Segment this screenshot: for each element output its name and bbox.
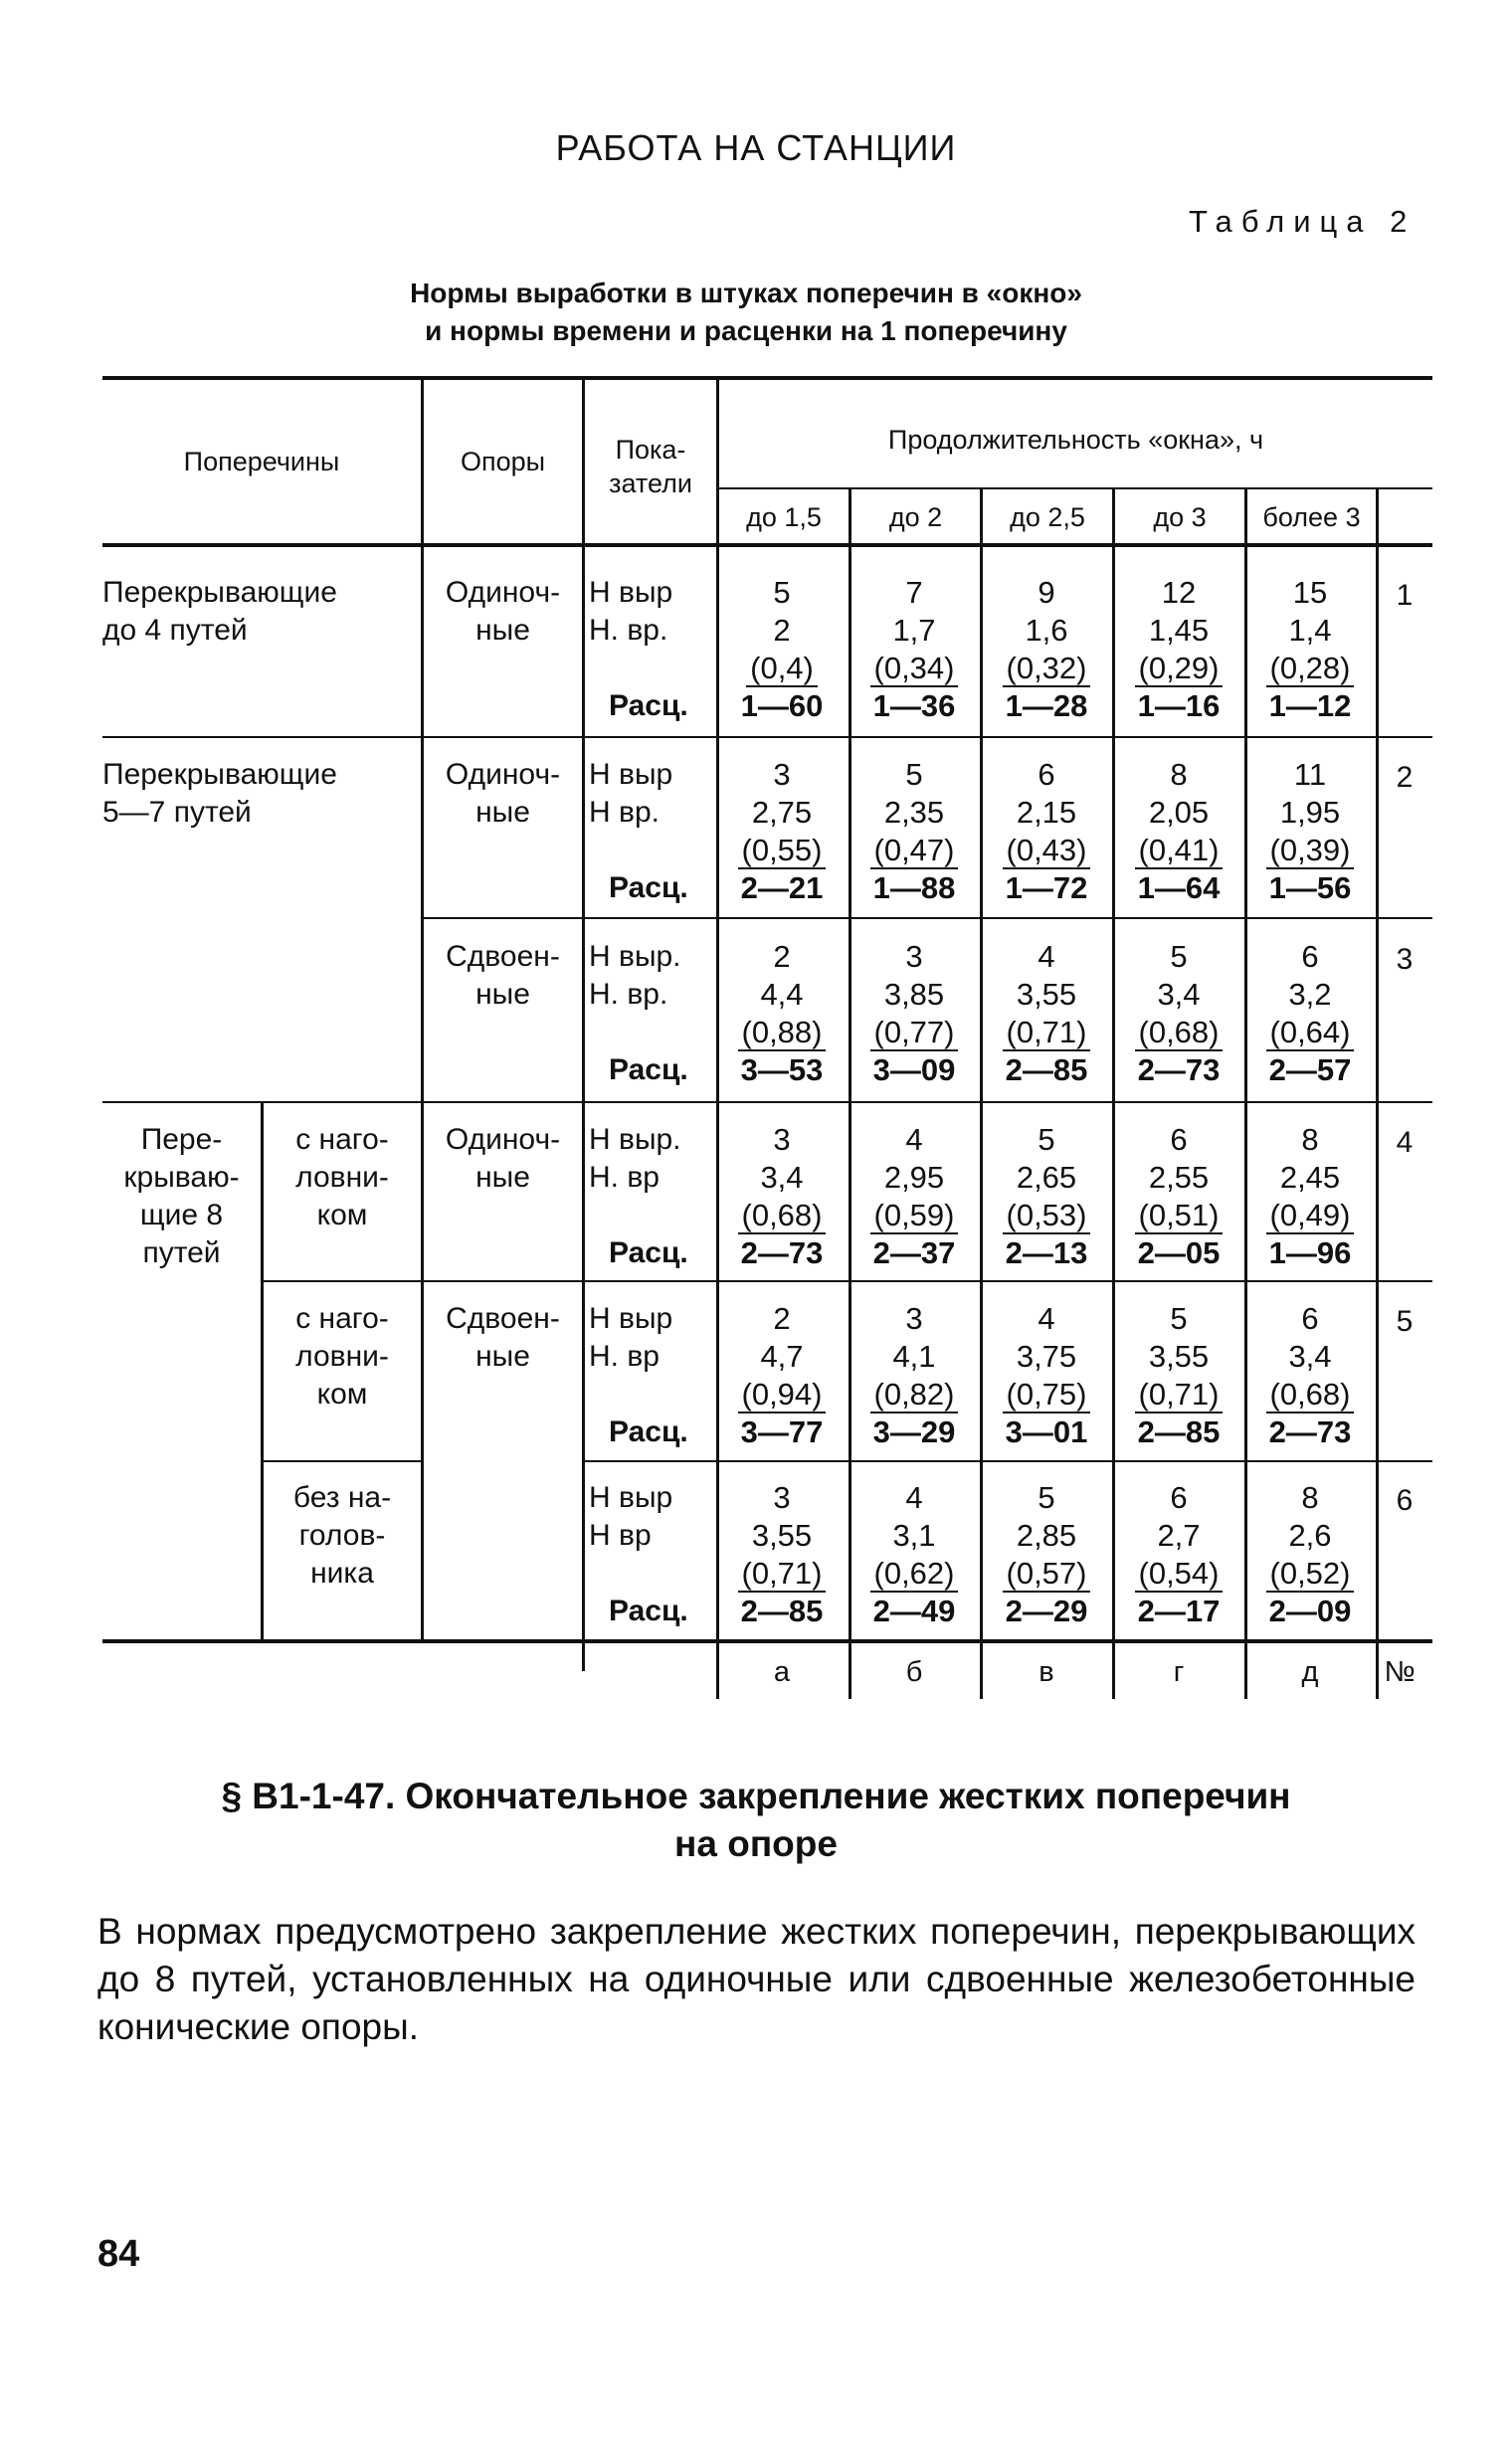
cell-r3-c2: 3 3,85 (0,77) 3—09 (859, 938, 969, 1089)
cell-r6-c3: 5 2,85 (0,57) 2—29 (992, 1479, 1101, 1630)
vline-col-b (849, 487, 851, 1699)
cell-r5-c5: 6 3,4 (0,68) 2—73 (1255, 1300, 1365, 1451)
cell-r1-c2: 7 1,7 (0,34) 1—36 (859, 574, 969, 725)
vline-col-num (1376, 487, 1379, 1699)
vline-indicators (582, 376, 585, 1671)
cell-r2-c1: 3 2,75 (0,55) 2—21 (727, 756, 837, 907)
header-supports: Опоры (460, 447, 546, 476)
row-rule-4 (261, 1280, 1432, 1282)
subgroup-label-2: с наго- ловни- ком (295, 1302, 389, 1411)
header-col-2: до 2 (888, 502, 943, 532)
row-rule-3 (102, 1101, 1432, 1103)
row-number-5: 5 (1396, 1305, 1414, 1338)
table-bottom-rule (102, 1639, 1432, 1643)
vline-col-c (980, 487, 983, 1699)
row-number-2: 2 (1396, 761, 1414, 794)
indicators-5: Н выр Н. вр Расц. (589, 1302, 688, 1448)
cell-r1-c3: 9 1,6 (0,32) 1—28 (992, 574, 1101, 725)
cell-r3-c4: 5 3,4 (0,68) 2—73 (1124, 938, 1233, 1089)
table-label: Таблица 2 (1189, 204, 1417, 239)
column-letter-d: д (1301, 1656, 1319, 1688)
cell-r2-c2: 5 2,35 (0,47) 1—88 (859, 756, 969, 907)
header-col-5: более 3 (1262, 502, 1361, 532)
header-indicators: Пока- затели (609, 435, 692, 498)
cell-r5-c3: 4 3,75 (0,75) 3—01 (992, 1300, 1101, 1451)
row-rule-2 (421, 917, 1432, 919)
row-rule-1 (102, 736, 1432, 738)
row-number-1: 1 (1396, 579, 1414, 612)
vline-col-a (716, 376, 719, 1699)
indicators-6: Н выр Н вр Расц. (589, 1481, 688, 1627)
support-label-4: Одиноч- ные (445, 1123, 561, 1194)
cell-r4-c3: 5 2,65 (0,53) 2—13 (992, 1121, 1101, 1272)
cell-r2-c5: 11 1,95 (0,39) 1—56 (1255, 756, 1365, 907)
header-col-1: до 1,5 (746, 502, 822, 532)
support-label-5: Сдвоен- ные (446, 1302, 560, 1373)
header-col-3: до 2,5 (1010, 502, 1085, 532)
caption-line-1: Нормы выработки в штуках поперечин в «окно» (410, 278, 1082, 308)
indicators-2: Н выр Н вр. Расц. (589, 758, 688, 904)
cell-r4-c4: 6 2,55 (0,51) 2—05 (1124, 1121, 1233, 1272)
column-letter-b: б (905, 1656, 923, 1688)
support-label-2: Одиноч- ные (445, 758, 561, 829)
cell-r4-c2: 4 2,95 (0,59) 2—37 (859, 1121, 969, 1272)
cell-r6-c4: 6 2,7 (0,54) 2—17 (1124, 1479, 1233, 1630)
duration-rule (718, 487, 1432, 489)
header-crossbars: Поперечины (183, 447, 340, 476)
column-letter-g: г (1173, 1656, 1185, 1688)
group-label-1: Перекрывающие до 4 путей (102, 576, 337, 647)
number-sign: № (1384, 1656, 1416, 1688)
row-rule-5a (261, 1460, 421, 1462)
indicators-4: Н выр. Н. вр Расц. (589, 1123, 688, 1269)
vline-col-e (1244, 487, 1247, 1699)
group-label-2: Перекрывающие 5—7 путей (102, 758, 337, 829)
cell-r4-c1: 3 3,4 (0,68) 2—73 (727, 1121, 837, 1272)
cell-r1-c4: 12 1,45 (0,29) 1—16 (1124, 574, 1233, 725)
running-head: РАБОТА НА СТАНЦИИ (555, 127, 957, 168)
cell-r4-c5: 8 2,45 (0,49) 1—96 (1255, 1121, 1365, 1272)
vline-col-d (1112, 487, 1115, 1699)
body-paragraph: В нормах предусмотрено закрепление жестких поперечин, перекрывающих до 8 путей, установленных на одиночные или сдвоенные железобетонные конические опоры. (97, 1911, 1416, 2047)
header-bottom-rule (102, 543, 1432, 547)
table-top-rule (102, 376, 1432, 380)
cell-r6-c1: 3 3,55 (0,71) 2—85 (727, 1479, 837, 1630)
support-label-3: Сдвоен- ные (446, 940, 560, 1011)
cell-r2-c3: 6 2,15 (0,43) 1—72 (992, 756, 1101, 907)
support-label-1: Одиноч- ные (445, 576, 561, 647)
row-number-4: 4 (1396, 1126, 1414, 1159)
section-title: § В1-1-47. Окончательное закрепление жестких поперечин на опоре (221, 1776, 1291, 1864)
cell-r6-c5: 8 2,6 (0,52) 2—09 (1255, 1479, 1365, 1630)
cell-r2-c4: 8 2,05 (0,41) 1—64 (1124, 756, 1233, 907)
row-number-6: 6 (1396, 1484, 1414, 1517)
cell-r5-c1: 2 4,7 (0,94) 3—77 (727, 1300, 837, 1451)
caption-line-2: и нормы времени и расценки на 1 поперечину (425, 315, 1067, 346)
cell-r5-c2: 3 4,1 (0,82) 3—29 (859, 1300, 969, 1451)
subgroup-label-3: без на- голов- ника (292, 1481, 392, 1590)
column-letter-a: а (773, 1656, 791, 1688)
row-number-3: 3 (1396, 943, 1414, 976)
header-duration: Продолжительность «окна», ч (887, 425, 1264, 455)
cell-r3-c1: 2 4,4 (0,88) 3—53 (727, 938, 837, 1089)
cell-r1-c5: 15 1,4 (0,28) 1—12 (1255, 574, 1365, 725)
cell-r3-c3: 4 3,55 (0,71) 2—85 (992, 938, 1101, 1089)
cell-r3-c5: 6 3,2 (0,64) 2—57 (1255, 938, 1365, 1089)
group-label-3: Пере- крываю- щие 8 путей (123, 1123, 240, 1269)
row-rule-5b (582, 1460, 1432, 1462)
header-col-4: до 3 (1153, 502, 1207, 532)
cell-r5-c4: 5 3,55 (0,71) 2—85 (1124, 1300, 1233, 1451)
indicators-3: Н выр. Н. вр. Расц. (589, 940, 688, 1086)
cell-r6-c2: 4 3,1 (0,62) 2—49 (859, 1479, 969, 1630)
indicators-1: Н выр Н. вр. Расц. (589, 576, 688, 722)
page-number: 84 (97, 2233, 140, 2275)
cell-r1-c1: 5 2 (0,4) 1—60 (740, 575, 824, 723)
subgroup-label-1: с наго- ловни- ком (295, 1123, 389, 1231)
column-letter-v: в (1039, 1656, 1054, 1688)
